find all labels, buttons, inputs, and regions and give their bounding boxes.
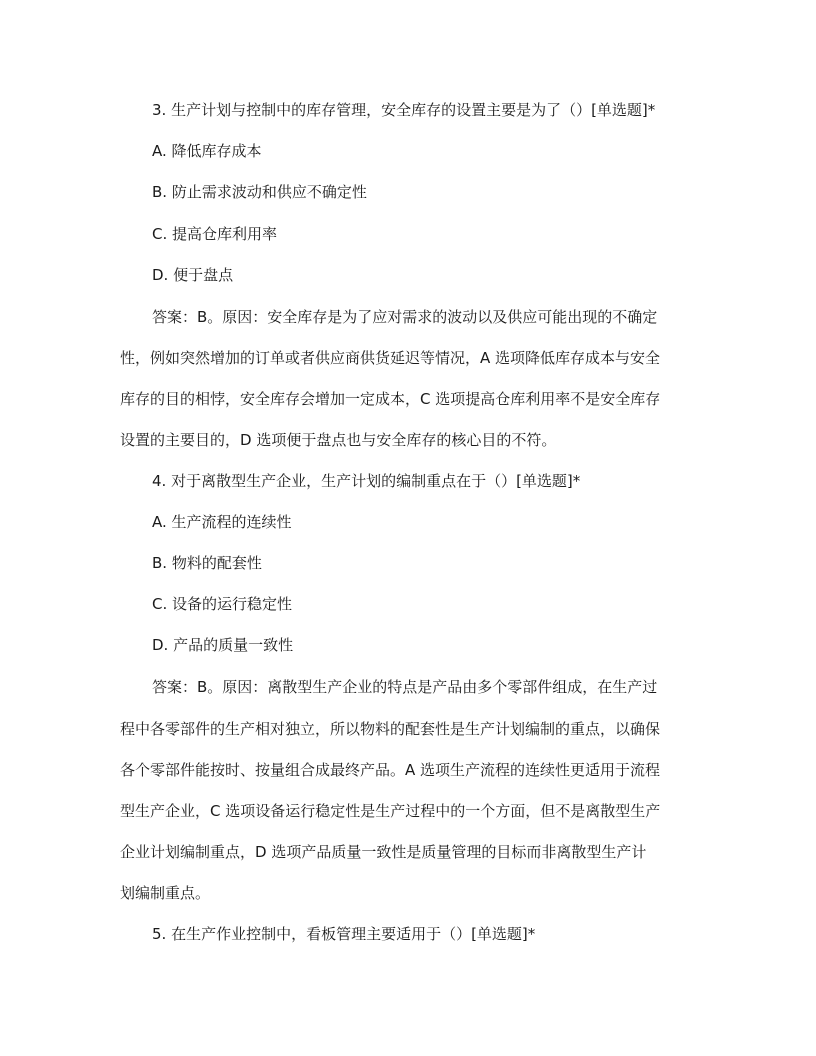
question-3-answer-line-4: 设置的主要目的，D 选项便于盘点也与安全库存的核心目的不符。: [120, 431, 557, 449]
question-4-option-d: D. 产品的质量一致性: [152, 636, 294, 654]
question-4-answer-line-6: 划编制重点。: [120, 884, 211, 902]
question-3-option-b: B. 防止需求波动和供应不确定性: [152, 183, 367, 201]
question-3-option-d: D. 便于盘点: [152, 266, 234, 284]
question-4-answer-line-5: 企业计划编制重点，D 选项产品质量一致性是质量管理的目标而非离散型生产计: [120, 843, 647, 861]
question-3-answer-line-2: 性，例如突然增加的订单或者供应商供货延迟等情况，A 选项降低库存成本与安全: [120, 349, 661, 367]
question-4-option-c: C. 设备的运行稳定性: [152, 595, 293, 613]
question-4-title: 4. 对于离散型生产企业，生产计划的编制重点在于（）[单选题]*: [152, 472, 581, 490]
question-4-answer-line-1: 答案：B。原因：离散型生产企业的特点是产品由多个零部件组成，在生产过: [152, 678, 658, 696]
question-3-answer-line-1: 答案：B。原因：安全库存是为了应对需求的波动以及供应可能出现的不确定: [152, 308, 658, 326]
question-4-option-a: A. 生产流程的连续性: [152, 513, 292, 531]
question-4-option-b: B. 物料的配套性: [152, 554, 262, 572]
question-3-title: 3. 生产计划与控制中的库存管理，安全库存的设置主要是为了（）[单选题]*: [152, 101, 656, 119]
question-5-title: 5. 在生产作业控制中，看板管理主要适用于（）[单选题]*: [152, 925, 536, 943]
question-4-answer-line-2: 程中各零部件的生产相对独立，所以物料的配套性是生产计划编制的重点，以确保: [120, 720, 661, 738]
question-3-option-c: C. 提高仓库利用率: [152, 225, 278, 243]
question-3-option-a: A. 降低库存成本: [152, 142, 262, 160]
question-3-answer-line-3: 库存的目的相悖，安全库存会增加一定成本，C 选项提高仓库利用率不是安全库存: [120, 390, 661, 408]
question-4-answer-line-3: 各个零部件能按时、按量组合成最终产品。A 选项生产流程的连续性更适用于流程: [120, 761, 661, 779]
question-4-answer-line-4: 型生产企业，C 选项设备运行稳定性是生产过程中的一个方面，但不是离散型生产: [120, 802, 661, 820]
